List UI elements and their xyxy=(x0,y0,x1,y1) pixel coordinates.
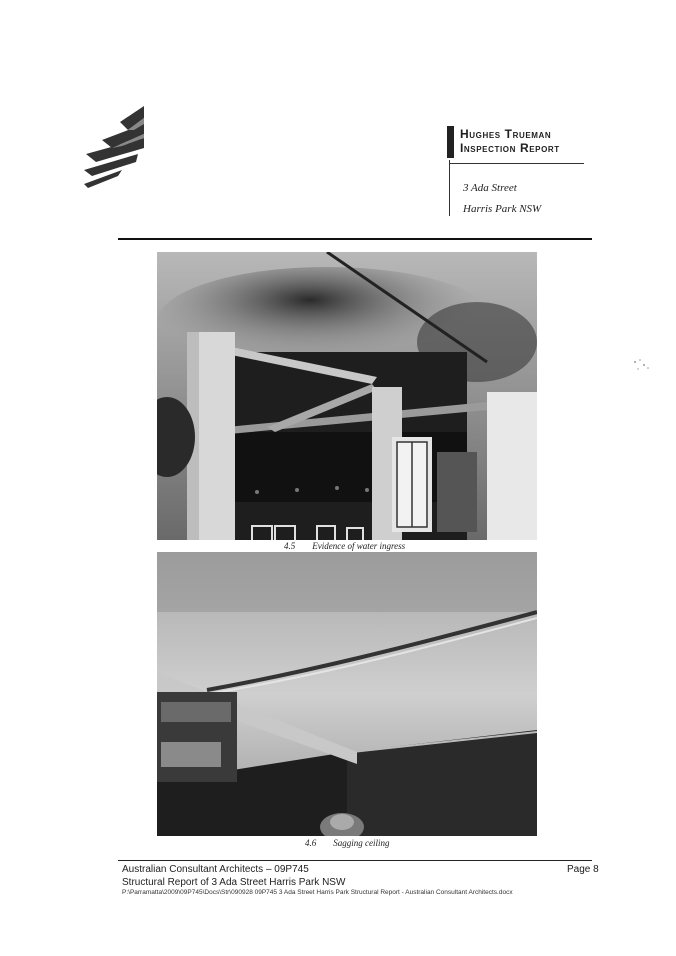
scan-artifact xyxy=(632,358,652,372)
header-accent-bar xyxy=(447,126,454,158)
figure-caption-text: Evidence of water ingress xyxy=(312,541,406,551)
figure-caption-text: Sagging ceiling xyxy=(333,838,390,848)
report-title-line2: Inspection Report xyxy=(460,141,560,155)
photo-water-ingress xyxy=(157,252,537,540)
header-horizontal-rule xyxy=(449,163,584,164)
figure-caption-4-5 xyxy=(284,541,405,551)
footer-report-title: Structural Report of 3 Ada Street Harris Park NSW xyxy=(122,877,346,888)
footer-rule xyxy=(118,860,592,861)
figure-number: 4.6 xyxy=(305,838,317,848)
photo-sagging-ceiling xyxy=(157,552,537,836)
header-vertical-rule xyxy=(449,160,450,216)
address-street: 3 Ada Street xyxy=(463,182,517,194)
footer-file-path: P:\Parramatta\2009\09P745\Docs\Str\090928 09P745 3 Ada Street Harris Park Structural Report - Australian Consultant Architects.docx xyxy=(122,889,513,896)
figure-caption-4-6 xyxy=(305,838,390,848)
page-number: Page 8 xyxy=(567,864,599,875)
header-divider xyxy=(118,238,592,240)
figure-number: 4.5 xyxy=(284,541,296,551)
report-title xyxy=(460,127,560,155)
report-title-line1: Hughes Trueman xyxy=(460,127,552,141)
address-suburb: Harris Park NSW xyxy=(463,203,542,215)
company-logo xyxy=(82,104,146,188)
footer-company: Australian Consultant Architects – 09P745 xyxy=(122,864,309,875)
